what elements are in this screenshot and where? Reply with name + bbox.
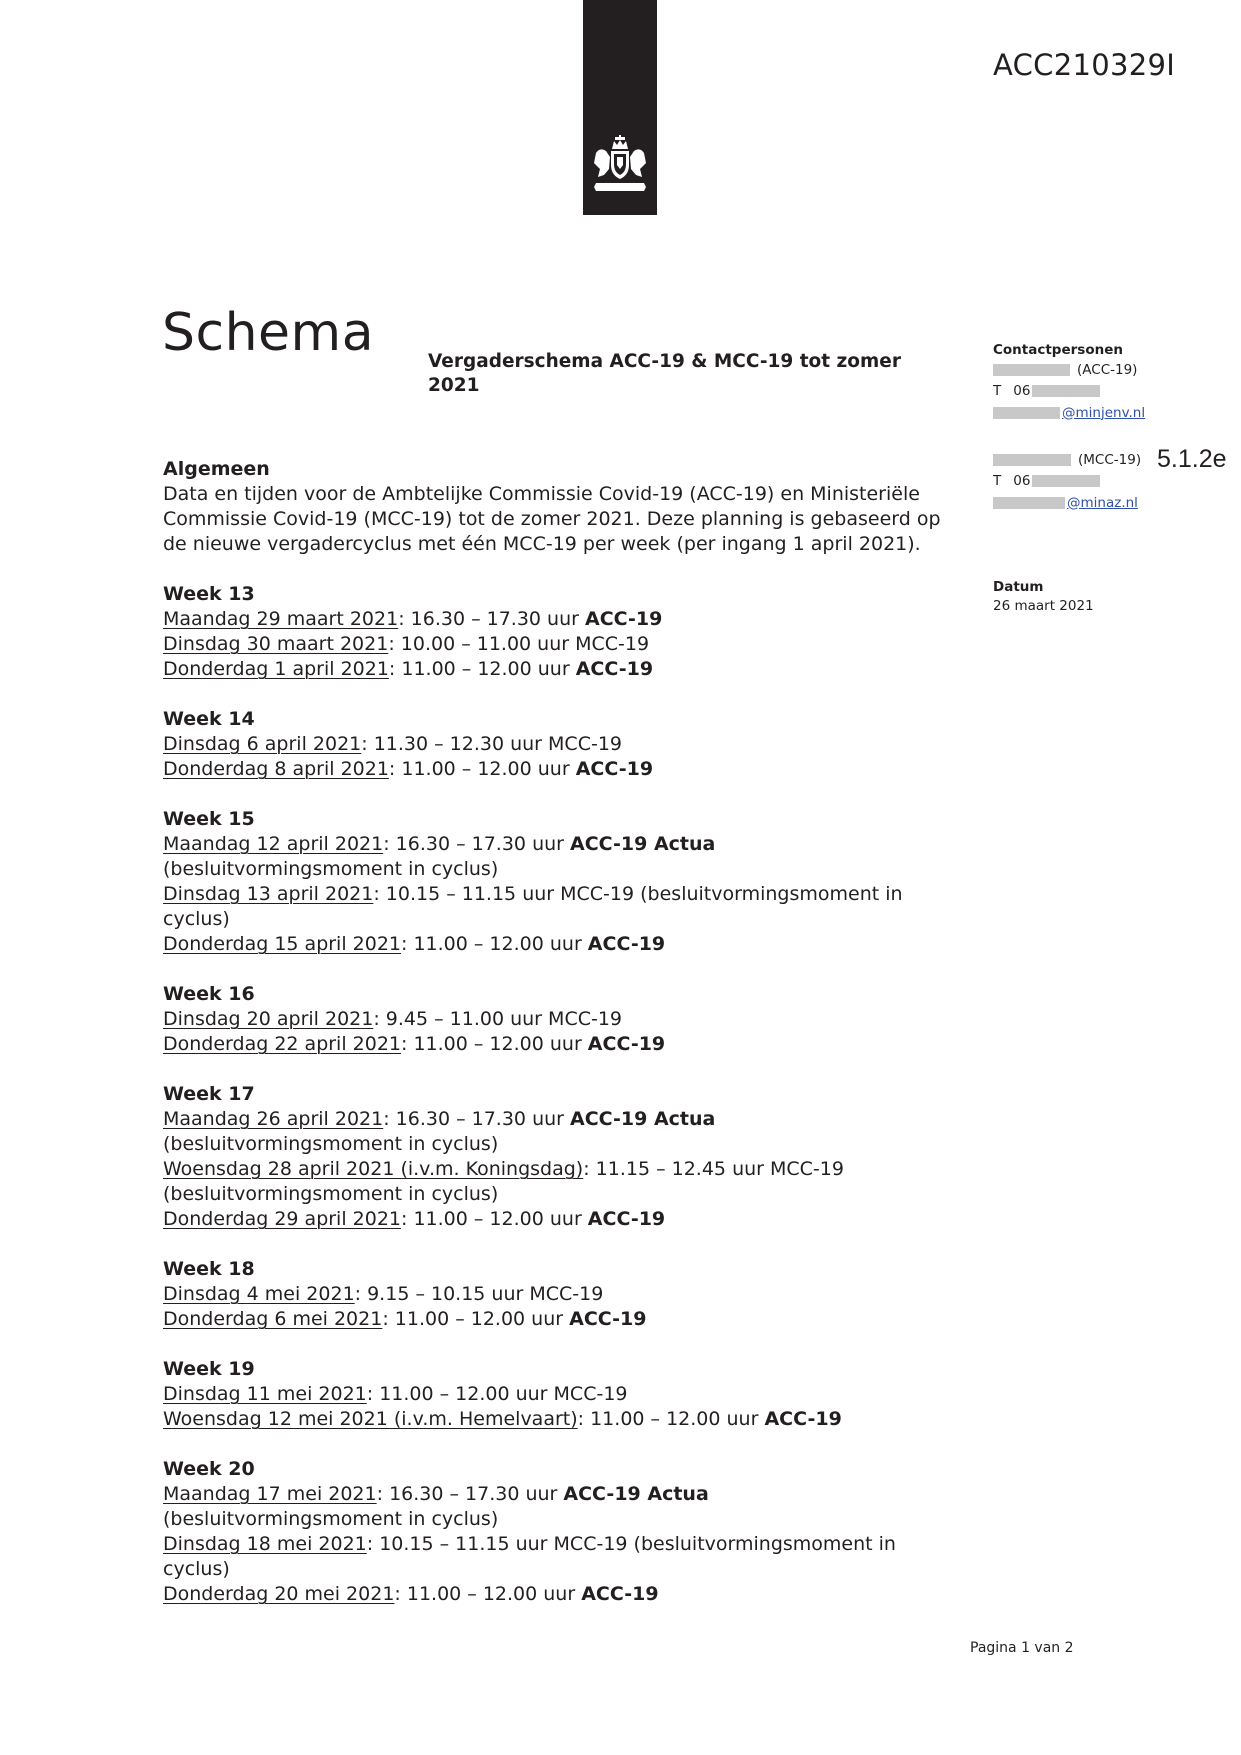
meeting-time: : 11.30 – 12.30 uur <box>361 733 549 755</box>
page-title: Schema <box>162 303 375 363</box>
meeting-time: : 10.00 – 11.00 uur <box>388 633 576 655</box>
schedule-content <box>163 457 963 1632</box>
contact-role: (MCC-19) <box>1078 451 1142 468</box>
meeting-entry <box>163 1532 963 1582</box>
weeks-list <box>163 582 963 1607</box>
meeting-note: (besluitvormingsmoment in cyclus) <box>163 1183 499 1205</box>
phone-prefix: T <box>993 473 1002 489</box>
meeting-time: : 11.00 – 12.00 uur <box>388 758 576 780</box>
meeting-entry <box>163 1007 963 1032</box>
meeting-time: : 16.30 – 17.30 uur <box>398 608 585 630</box>
meeting-date: Maandag 26 april 2021 <box>163 1108 384 1130</box>
week-section <box>163 1082 963 1232</box>
redacted-phone <box>1032 475 1100 487</box>
redacted-name <box>993 454 1071 466</box>
meeting-date: Maandag 29 maart 2021 <box>163 608 399 630</box>
meeting-type: ACC-19 <box>764 1408 842 1430</box>
intro-section <box>163 457 963 557</box>
meeting-date: Donderdag 22 april 2021 <box>163 1033 402 1055</box>
meeting-date: Dinsdag 11 mei 2021 <box>163 1383 367 1405</box>
meeting-date: Donderdag 6 mei 2021 <box>163 1308 383 1330</box>
meeting-entry <box>163 932 963 957</box>
meeting-type: ACC-19 <box>587 933 666 955</box>
intro-heading: Algemeen <box>163 458 270 480</box>
page-number: Pagina 1 van 2 <box>970 1640 1074 1656</box>
meeting-type: ACC-19 <box>587 1033 666 1055</box>
meeting-type: MCC-19 <box>553 1533 628 1555</box>
subtitle-line-1: Vergaderschema ACC-19 & MCC-19 tot zomer <box>428 351 901 372</box>
meeting-date: Donderdag 8 april 2021 <box>163 758 389 780</box>
intro-line: Commissie Covid-19 (MCC-19) tot de zomer 2021. Deze planning is gebaseerd op <box>163 508 941 530</box>
meeting-time: : 11.00 – 12.00 uur <box>382 1308 570 1330</box>
meeting-date: Dinsdag 18 mei 2021 <box>163 1533 367 1555</box>
phone-number: 06 <box>1013 473 1031 489</box>
meeting-entry <box>163 1207 963 1232</box>
contact-sidebar <box>993 342 1233 512</box>
week-title: Week 15 <box>163 808 255 830</box>
contact-email-row <box>993 403 1233 422</box>
week-title: Week 17 <box>163 1083 255 1105</box>
meeting-date: Maandag 12 april 2021 <box>163 833 384 855</box>
meeting-date: Dinsdag 6 april 2021 <box>163 733 362 755</box>
date-block <box>993 578 1094 616</box>
meeting-time: : 10.15 – 11.15 uur <box>373 883 561 905</box>
document-id: ACC210329I <box>993 48 1176 82</box>
coat-of-arms-icon <box>588 135 652 199</box>
meeting-entry <box>163 657 963 682</box>
meeting-date: Woensdag 28 april 2021 (i.v.m. Koningsdag) <box>163 1158 584 1180</box>
week-title: Week 14 <box>163 708 255 730</box>
meeting-time: : 11.15 – 12.45 uur <box>583 1158 770 1180</box>
week-section <box>163 707 963 782</box>
meeting-date: Donderdag 1 april 2021 <box>163 658 389 680</box>
meeting-entry <box>163 1407 963 1432</box>
meeting-date: Dinsdag 4 mei 2021 <box>163 1283 355 1305</box>
meeting-date: Dinsdag 30 maart 2021 <box>163 633 389 655</box>
meeting-date: Donderdag 20 mei 2021 <box>163 1583 395 1605</box>
government-logo-bar <box>583 0 657 215</box>
meeting-entry <box>163 1107 963 1157</box>
meeting-time: : 11.00 – 12.00 uur <box>401 1208 588 1230</box>
meeting-type: ACC-19 Actua <box>563 1483 709 1505</box>
contacts-label: Contactpersonen <box>993 342 1123 358</box>
meeting-type: ACC-19 <box>569 1308 647 1330</box>
meeting-type: ACC-19 <box>575 758 654 780</box>
contact-phone-row <box>993 379 1233 403</box>
meeting-type: ACC-19 <box>584 608 663 630</box>
week-section <box>163 982 963 1057</box>
meeting-type: MCC-19 <box>575 633 650 655</box>
meeting-type: ACC-19 <box>575 658 654 680</box>
meeting-time: : 10.15 – 11.15 uur <box>366 1533 554 1555</box>
date-value: 26 maart 2021 <box>993 598 1094 614</box>
meeting-note: (besluitvormingsmoment in cyclus) <box>163 1133 499 1155</box>
meeting-type: MCC-19 <box>770 1158 844 1180</box>
meeting-type: ACC-19 <box>581 1583 659 1605</box>
meeting-date: Woensdag 12 mei 2021 (i.v.m. Hemelvaart) <box>163 1408 578 1430</box>
redaction-code: 5.1.2e <box>1157 445 1227 473</box>
meeting-time: : 11.00 – 12.00 uur <box>401 933 588 955</box>
meeting-entry <box>163 632 963 657</box>
meeting-entry <box>163 757 963 782</box>
intro-line: de nieuwe vergadercyclus met één MCC-19 per week (per ingang 1 april 2021). <box>163 533 921 555</box>
phone-number: 06 <box>1013 383 1031 399</box>
meeting-type: MCC-19 <box>553 1383 628 1405</box>
meeting-type: ACC-19 Actua <box>570 833 716 855</box>
date-label: Datum <box>993 579 1044 595</box>
meeting-entry <box>163 1157 963 1207</box>
week-title: Week 19 <box>163 1358 255 1380</box>
meeting-time: : 11.00 – 12.00 uur <box>401 1033 588 1055</box>
phone-prefix: T <box>993 383 1002 399</box>
contact-role: (ACC-19) <box>1077 361 1138 378</box>
week-section <box>163 1357 963 1432</box>
redacted-email-user <box>993 497 1065 509</box>
intro-line: Data en tijden voor de Ambtelijke Commissie Covid-19 (ACC-19) en Ministeriële <box>163 483 920 505</box>
meeting-date: Maandag 17 mei 2021 <box>163 1483 377 1505</box>
document-subtitle <box>428 350 928 398</box>
week-section <box>163 807 963 957</box>
meeting-date: Donderdag 29 april 2021 <box>163 1208 402 1230</box>
meeting-note: (besluitvormingsmoment in cyclus) <box>163 858 499 880</box>
meeting-time: : 11.00 – 12.00 uur <box>577 1408 765 1430</box>
week-title: Week 18 <box>163 1258 255 1280</box>
meeting-date: Dinsdag 13 april 2021 <box>163 883 374 905</box>
email-link[interactable]: @minjenv.nl <box>1062 404 1146 421</box>
meeting-entry <box>163 1382 963 1407</box>
week-section <box>163 1457 963 1607</box>
meeting-note: (besluitvormingsmoment in <box>634 883 903 905</box>
meeting-date: Dinsdag 20 april 2021 <box>163 1008 374 1030</box>
meeting-type: ACC-19 <box>587 1208 666 1230</box>
meeting-time: : 11.00 – 12.00 uur <box>366 1383 554 1405</box>
meeting-time: : 11.00 – 12.00 uur <box>394 1583 582 1605</box>
meeting-date: Donderdag 15 april 2021 <box>163 933 402 955</box>
meeting-type: ACC-19 Actua <box>570 1108 716 1130</box>
meeting-time: : 9.45 – 11.00 uur <box>373 1008 549 1030</box>
meeting-entry <box>163 1282 963 1307</box>
meeting-note-continued: cyclus) <box>163 908 230 930</box>
meeting-entry <box>163 882 963 932</box>
meeting-time: : 16.30 – 17.30 uur <box>383 833 570 855</box>
redacted-phone <box>1032 385 1100 397</box>
meeting-time: : 16.30 – 17.30 uur <box>376 1483 564 1505</box>
contact-name-row <box>993 360 1233 379</box>
meeting-type: MCC-19 <box>548 733 622 755</box>
meeting-type: MCC-19 <box>548 1008 623 1030</box>
week-title: Week 13 <box>163 583 255 605</box>
meeting-entry <box>163 1307 963 1332</box>
meeting-note: (besluitvormingsmoment in cyclus) <box>163 1508 499 1530</box>
meeting-time: : 11.00 – 12.00 uur <box>388 658 576 680</box>
meeting-entry <box>163 732 963 757</box>
week-title: Week 16 <box>163 983 255 1005</box>
meeting-entry <box>163 607 963 632</box>
meeting-time: : 16.30 – 17.30 uur <box>383 1108 570 1130</box>
meeting-note-continued: cyclus) <box>163 1558 230 1580</box>
meeting-note: (besluitvormingsmoment in <box>627 1533 896 1555</box>
meeting-type: MCC-19 <box>560 883 635 905</box>
meeting-entry <box>163 1482 963 1532</box>
week-section <box>163 1257 963 1332</box>
meeting-entry <box>163 1032 963 1057</box>
meeting-time: : 9.15 – 10.15 uur <box>354 1283 530 1305</box>
subtitle-line-2: 2021 <box>428 375 480 396</box>
redacted-name <box>993 364 1070 376</box>
meeting-entry <box>163 832 963 882</box>
meeting-entry <box>163 1582 963 1607</box>
week-section <box>163 582 963 682</box>
meeting-type: MCC-19 <box>529 1283 604 1305</box>
week-title: Week 20 <box>163 1458 255 1480</box>
redacted-email-user <box>993 407 1060 419</box>
email-link[interactable]: @minaz.nl <box>1067 494 1138 511</box>
contact-email-row <box>993 493 1233 512</box>
